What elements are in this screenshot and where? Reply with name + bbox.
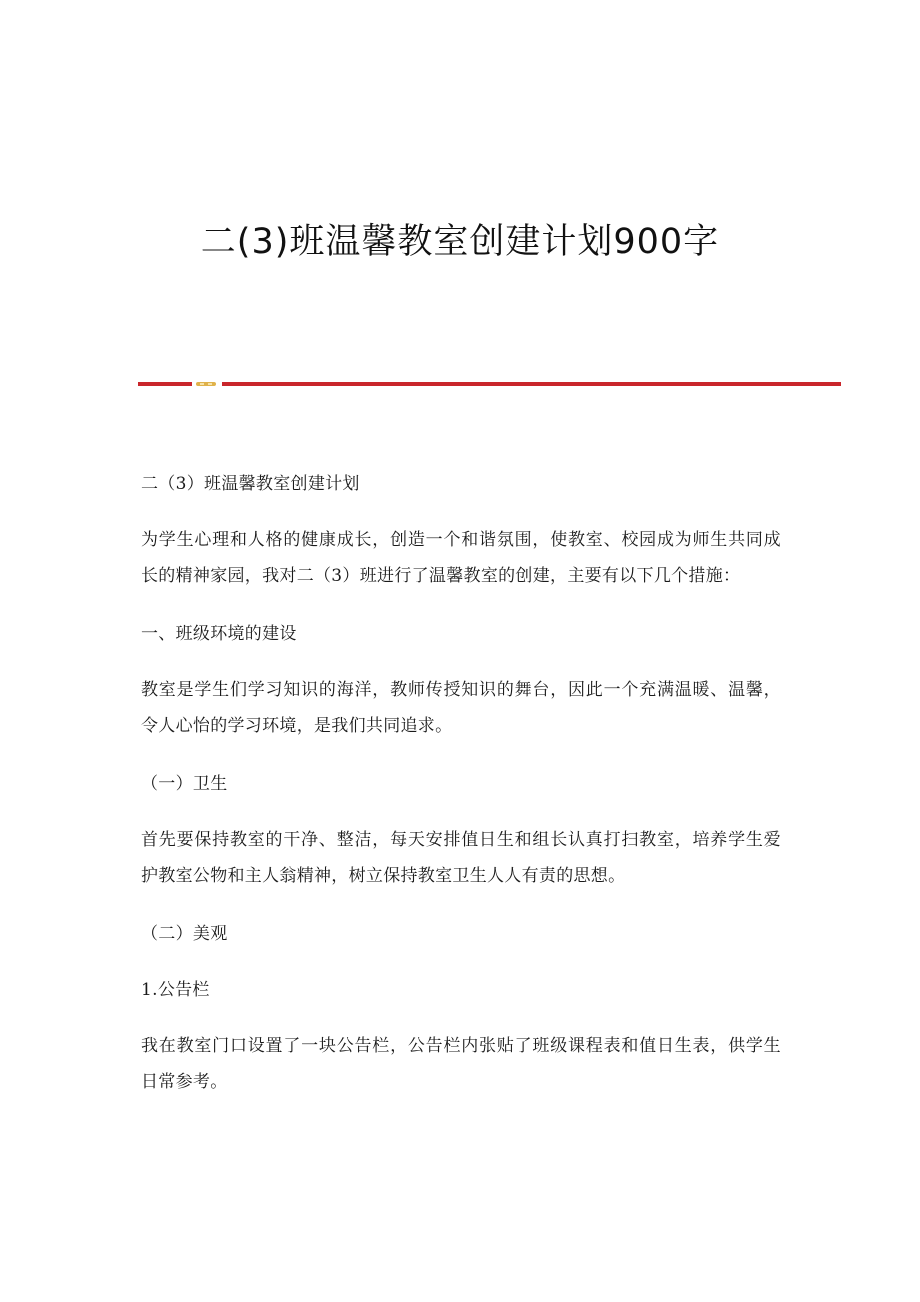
divider-ornament-icon — [196, 381, 216, 387]
intro-paragraph: 为学生心理和人格的健康成长，创造一个和谐氛围，使教室、校园成为师生共同成长的精神家园，我对二（3）班进行了温馨教室的创建，主要有以下几个措施： — [141, 530, 781, 586]
section-heading-environment: 一、班级环境的建设 — [141, 624, 297, 644]
title-divider — [138, 380, 841, 388]
section-title: 二（3）班温馨教室创建计划 — [141, 474, 360, 494]
subheading-hygiene: （一）卫生 — [141, 774, 228, 794]
divider-left-segment — [138, 382, 192, 386]
hygiene-paragraph: 首先要保持教室的干净、整洁，每天安排值日生和组长认真打扫教室，培养学生爱护教室公物和主人翁精神，树立保持教室卫生人人有责的思想。 — [141, 830, 781, 886]
subheading-appearance: （二）美观 — [141, 924, 228, 944]
document-body — [141, 466, 781, 1122]
bulletin-board-paragraph: 我在教室门口设置了一块公告栏，公告栏内张贴了班级课程表和值日生表，供学生日常参考。 — [141, 1036, 781, 1092]
divider-right-segment — [222, 382, 841, 386]
environment-paragraph: 教室是学生们学习知识的海洋，教师传授知识的舞台，因此一个充满温暖、温馨，令人心怡的学习环境，是我们共同追求。 — [141, 680, 781, 736]
item-bulletin-board: 1.公告栏 — [141, 980, 210, 1000]
document-title: 二(3)班温馨教室创建计划900字 — [200, 222, 720, 262]
